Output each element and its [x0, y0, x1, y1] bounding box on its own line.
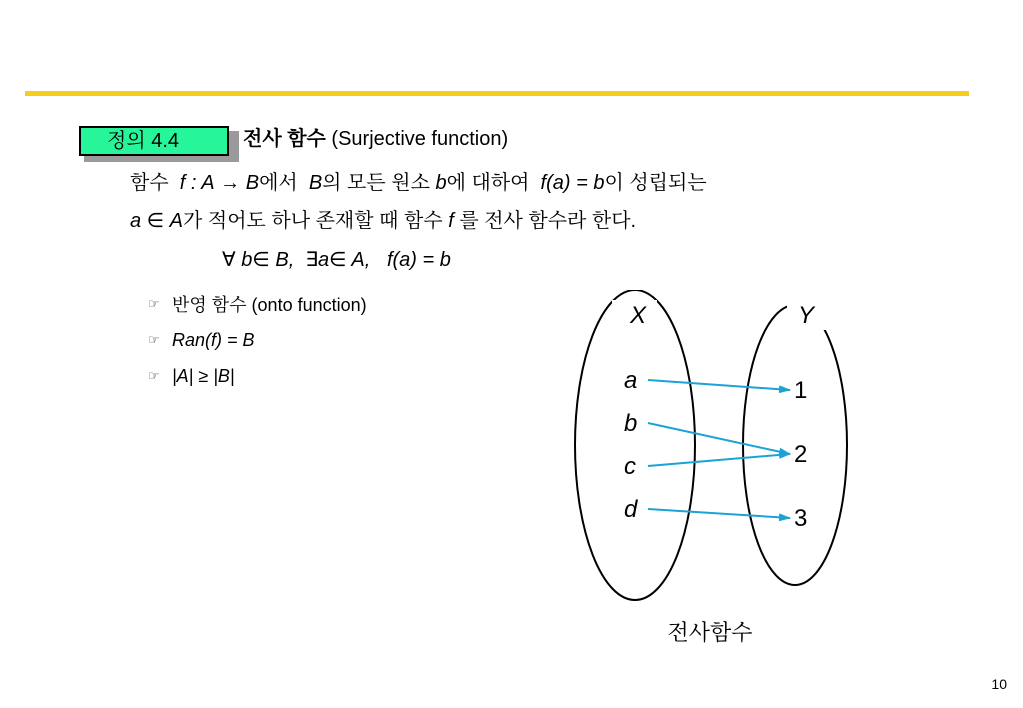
top-rule	[25, 91, 969, 96]
math: b	[435, 172, 447, 194]
domain-element-b: b	[624, 410, 638, 437]
text: 에 대하여	[446, 172, 530, 194]
forall-symbol: ∀	[222, 249, 236, 271]
bullet-text: |A| ≥ |B|	[172, 365, 235, 386]
list-item	[148, 358, 367, 394]
domain-elements	[624, 367, 638, 523]
codomain-label: Y	[798, 302, 815, 329]
surjection-diagram	[560, 290, 860, 660]
text: 를 전사 함수라 한다.	[459, 210, 637, 232]
math: B	[245, 172, 260, 194]
text: 에서	[259, 172, 298, 194]
mapping-arrows	[648, 380, 790, 518]
heading-korean: 전사 함수	[243, 128, 326, 150]
codomain-element-2: 2	[794, 441, 808, 468]
list-item	[148, 286, 367, 322]
math: a	[130, 210, 142, 232]
domain-element-d: d	[624, 496, 638, 523]
math-elem: ∈	[146, 210, 165, 232]
math: A	[169, 210, 184, 232]
codomain-elements	[794, 377, 807, 532]
bullet-text: Ran(f) = B	[172, 329, 255, 350]
exists-symbol: ∃	[305, 249, 319, 271]
math: ∈ A,	[329, 249, 371, 271]
definition-badge: 정의 4.4	[79, 126, 229, 156]
definition-heading	[243, 122, 508, 151]
mapping-arrow-b-2	[648, 423, 790, 454]
text: 이 성립되는	[604, 172, 707, 194]
codomain-element-1: 1	[794, 377, 808, 404]
domain-element-c: c	[624, 453, 636, 480]
domain-label: X	[630, 302, 647, 329]
mapping-arrow-c-2	[648, 454, 790, 466]
math: f	[448, 210, 454, 232]
codomain-element-3: 3	[794, 505, 808, 532]
bullet-list	[148, 286, 367, 394]
domain-set-ellipse	[575, 290, 695, 600]
definition-line-1	[130, 166, 707, 195]
mapping-arrow-d-3	[648, 509, 790, 518]
math: b	[241, 249, 253, 271]
math-arrow: →	[220, 172, 241, 194]
page-number: 10	[991, 676, 1007, 692]
pointing-hand-icon: ☞	[148, 332, 160, 347]
heading-english: (Surjective function)	[331, 128, 509, 150]
math: a	[318, 249, 330, 271]
pointing-hand-icon: ☞	[148, 296, 160, 311]
bullet-text: 반영 함수 (onto function)	[172, 295, 367, 315]
math: B	[308, 172, 323, 194]
text: 함수	[130, 172, 169, 194]
domain-element-a: a	[624, 367, 638, 394]
list-item	[148, 322, 367, 358]
formula	[222, 247, 451, 272]
math: ∈ B,	[252, 249, 295, 271]
definition-line-2	[130, 204, 636, 233]
mapping-arrow-a-1	[648, 380, 790, 390]
diagram-caption: 전사함수	[667, 621, 753, 646]
math: f(a) = b	[540, 172, 605, 194]
text: 의 모든 원소	[322, 172, 430, 194]
pointing-hand-icon: ☞	[148, 368, 160, 383]
math: f : A	[179, 172, 215, 194]
text: 가 적어도 하나 존재할 때 함수	[183, 210, 443, 232]
math: f(a) = b	[386, 249, 451, 271]
